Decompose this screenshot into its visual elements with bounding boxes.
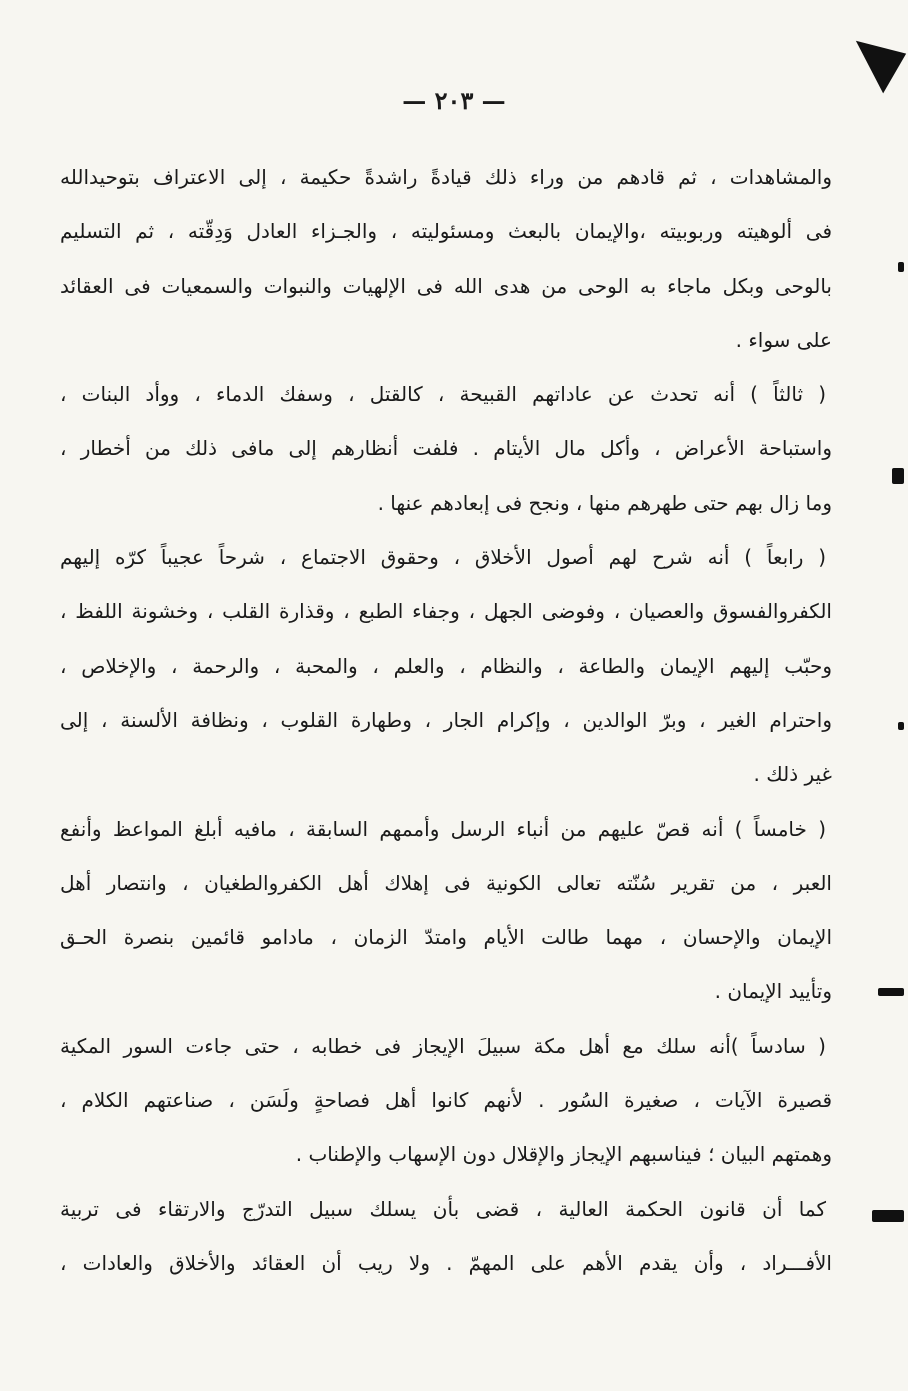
- text-line: قصيرة الآيات ، صغيرة السُور . لأنهم كانوا أهل فصاحةٍ ولَسَن ، صناعتهم الكلام ،: [60, 1088, 832, 1113]
- text-line: واستباحة الأعراض ، وأكل مال الأيتام . فلفت أنظارهم إلى مافى ذلك من أخطار ،: [60, 436, 832, 461]
- text-line: فى ألوهيته وربوبيته ،والإيمان بالبعث ومسئوليته ، والجـزاء العادل وَدِقّته ، ثم التسليم: [60, 219, 832, 244]
- text-line: بالوحى وبكل ماجاء به الوحى من هدى الله فى الإلهيات والنبوات والسمعيات فى العقائد: [60, 273, 832, 298]
- paragraph-wisdom: كما أن قانون الحكمة العالية ، قضى بأن يسلك سبيل التدرّج والارتقاء فى تربية: [60, 1196, 826, 1221]
- text-line: واحترام الغير ، وبرّ الوالدين ، وإكرام الجار ، وطهارة القلوب ، ونظافة الألسنة ، إلى: [60, 707, 832, 732]
- edge-scan-mark: [898, 722, 904, 730]
- edge-scan-mark: [898, 262, 904, 272]
- text-line: والمشاهدات ، ثم قادهم من وراء ذلك قيادةً راشدةً حكيمة ، إلى الاعتراف بتوحيدالله: [60, 165, 832, 189]
- text-line: وتأييد الإيمان .: [714, 979, 832, 1004]
- edge-scan-mark: [892, 468, 904, 484]
- text-line: على سواء .: [735, 327, 832, 352]
- paragraph-fourth: ( رابعاً ) أنه شرح لهم أصول الأخلاق ، وحقوق الاجتماع ، شرحاً عجيباً كرّه إليهم: [60, 545, 826, 570]
- corner-scan-mark: [840, 29, 906, 94]
- page-number: — ٢٠٣ —: [402, 86, 506, 115]
- text-line: العبر ، من تقرير سُنّته تعالى الكونية فى إهلاك أهل الكفروالطغيان ، وانتصار أهل: [60, 870, 832, 895]
- text-line: الأفـــراد ، وأن يقدم الأهم على المهمّ . ولا ريب أن العقائد والأخلاق والعادات ،: [60, 1250, 832, 1275]
- edge-scan-mark: [872, 1210, 904, 1222]
- paragraph-third: ( ثالثاً ) أنه تحدث عن عاداتهم القبيحة ، كالقتل ، وسفك الدماء ، ووأد البنات ،: [60, 382, 826, 407]
- paragraph-sixth: ( سادساً )أنه سلك مع أهل مكة سبيلَ الإيجاز فى خطابه ، حتى جاءت السور المكية: [60, 1033, 826, 1058]
- body-text: [60, 150, 832, 1290]
- text-line: وهمتهم البيان ؛ فيناسبهم الإيجاز والإقلال دون الإسهاب والإطناب .: [295, 1142, 832, 1167]
- paragraph-fifth: ( خامساً ) أنه قصّ عليهم من أنباء الرسل وأممهم السابقة ، مافيه أبلغ المواعظ وأنفع: [60, 816, 826, 841]
- text-line: وما زال بهم حتى طهرهم منها ، ونجح فى إبعادهم عنها .: [377, 490, 832, 515]
- text-line: وحبّب إليهم الإيمان والطاعة ، والنظام ، والعلم ، والمحبة ، والرحمة ، والإخلاص ،: [60, 653, 832, 678]
- text-line: الكفروالفسوق والعصيان ، وفوضى الجهل ، وجفاء الطبع ، وقذارة القلب ، وخشونة اللفظ ،: [60, 599, 832, 624]
- text-line: الإيمان والإحسان ، مهما طالت الأيام وامتدّ الزمان ، مادامو قائمين بنصرة الحـق: [60, 925, 832, 950]
- text-line: غير ذلك .: [753, 762, 832, 787]
- edge-scan-mark: [878, 988, 904, 996]
